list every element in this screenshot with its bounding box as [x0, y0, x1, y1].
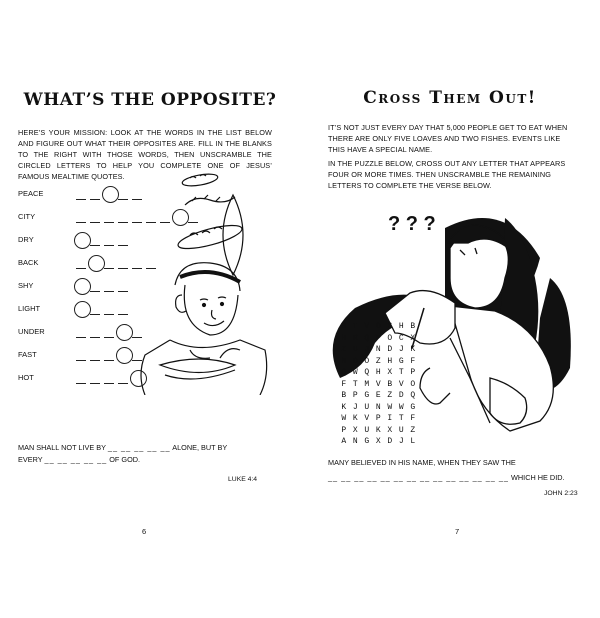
letter-blank[interactable]	[104, 222, 114, 223]
letter-blank[interactable]	[76, 268, 86, 269]
puzzle-letter[interactable]: K	[375, 425, 381, 435]
puzzle-letter[interactable]: Q	[410, 391, 416, 400]
puzzle-row	[338, 356, 419, 368]
circled-letter-blank[interactable]	[88, 255, 105, 272]
right-page	[300, 0, 600, 618]
puzzle-row	[338, 425, 419, 437]
opposite-word: HOT	[18, 373, 34, 382]
puzzle-row	[338, 436, 419, 448]
opposite-instructions: HERE’S YOUR MISSION: LOOK AT THE WORDS IN THE LIST BELOW AND FIGURE OUT WHAT THEIR OPPOSITES ARE. FILL IN THE BLANKS TO THE RIGHT WITH THOSE WORDS, THEN UNSCRAMBLE THE CIRCLED LETTERS TO HELP YOU COMPLETE ONE OF JESUS’ FAMOUS MEALTIME QUOTES.	[18, 128, 272, 181]
puzzle-letter[interactable]: P	[341, 425, 347, 435]
letter-blank[interactable]	[90, 199, 100, 200]
quote-line1-end: ALONE, BUT BY	[172, 443, 228, 452]
puzzle-letter[interactable]: G	[364, 391, 370, 400]
puzzle-letter[interactable]: W	[387, 402, 393, 412]
puzzle-row	[338, 367, 419, 379]
puzzle-letter[interactable]: H	[398, 322, 404, 331]
puzzle-letter[interactable]: F	[410, 356, 416, 366]
puzzle-letter[interactable]: D	[352, 356, 358, 366]
puzzle-letter[interactable]: O	[410, 379, 416, 389]
puzzle-letter[interactable]: Q	[364, 368, 370, 377]
cross-out-title: Cross Them Out!	[363, 88, 537, 108]
quote-line-1	[18, 442, 274, 454]
letter-puzzle-grid	[338, 321, 419, 448]
letter-blank[interactable]	[104, 291, 114, 292]
opposite-word: BACK	[18, 258, 39, 267]
puzzle-letter[interactable]: K	[410, 345, 416, 354]
puzzle-letter[interactable]: F	[375, 333, 381, 343]
letter-blank[interactable]	[76, 199, 86, 200]
circled-letter-blank[interactable]	[102, 186, 119, 203]
puzzle-letter[interactable]: V	[364, 414, 370, 423]
letter-blank[interactable]	[104, 314, 114, 315]
puzzle-letter[interactable]: U	[364, 425, 370, 435]
puzzle-letter[interactable]: F	[341, 379, 347, 389]
letter-blank[interactable]	[76, 383, 86, 384]
puzzle-letter[interactable]: A	[341, 437, 347, 446]
letter-blank[interactable]	[104, 337, 114, 338]
puzzle-letter[interactable]: W	[341, 414, 347, 423]
puzzle-letter[interactable]: W	[398, 402, 404, 412]
letter-blank[interactable]	[76, 360, 86, 361]
puzzle-letter[interactable]: X	[410, 333, 416, 343]
letter-blank[interactable]	[104, 360, 114, 361]
question-marks: ? ? ?	[388, 213, 436, 235]
puzzle-row	[338, 413, 419, 425]
puzzle-letter[interactable]: G	[410, 402, 416, 412]
opposite-word: SHY	[18, 281, 34, 290]
quote-line2-end: OF GOD.	[109, 455, 141, 464]
letter-blank[interactable]	[90, 314, 100, 315]
letter-blank[interactable]	[118, 291, 128, 292]
puzzle-letter[interactable]: S	[387, 322, 393, 331]
puzzle-letter[interactable]: V	[364, 322, 370, 331]
letter-blank[interactable]	[76, 222, 86, 223]
puzzle-letter[interactable]: Q	[341, 368, 347, 377]
puzzle-row	[338, 333, 419, 345]
quote-line-2	[18, 454, 274, 466]
circled-letter-blank[interactable]	[74, 278, 91, 295]
puzzle-letter[interactable]: B	[341, 391, 347, 400]
puzzle-letter[interactable]: J	[364, 345, 370, 354]
letter-blank[interactable]	[90, 383, 100, 384]
puzzle-letter[interactable]: K	[352, 414, 358, 423]
puzzle-letter[interactable]: O	[387, 333, 393, 343]
puzzle-letter[interactable]: X	[387, 368, 393, 377]
letter-blank[interactable]	[76, 337, 86, 338]
letter-blank[interactable]	[118, 314, 128, 315]
puzzle-letter[interactable]: G	[364, 437, 370, 446]
puzzle-letter[interactable]: F	[410, 414, 416, 423]
quote-blanks-1[interactable]: __ __ __ __ __	[107, 443, 171, 452]
puzzle-row	[338, 379, 419, 391]
opposite-word: UNDER	[18, 327, 45, 336]
letter-blank[interactable]	[90, 222, 100, 223]
john-reference: JOHN 2:23	[544, 490, 578, 497]
puzzle-letter[interactable]: V	[375, 379, 381, 389]
puzzle-letter[interactable]: Z	[387, 391, 393, 400]
verse-blanks[interactable]: __ __ __ __ __ __ __ __ __ __ __ __ __ __	[328, 473, 509, 482]
opposite-word: PEACE	[18, 189, 44, 198]
letter-blank[interactable]	[118, 383, 128, 384]
opposite-word: FAST	[18, 350, 37, 359]
puzzle-letter[interactable]: J	[352, 402, 358, 412]
quote-blanks-2[interactable]: __ __ __ __ __	[44, 455, 108, 464]
puzzle-letter[interactable]: G	[398, 356, 404, 366]
letter-blank[interactable]	[90, 291, 100, 292]
quote-line2-start: EVERY	[18, 455, 43, 464]
puzzle-letter[interactable]: T	[352, 322, 358, 331]
verse-line2-end: WHICH HE DID.	[511, 473, 565, 482]
letter-blank[interactable]	[118, 245, 128, 246]
letter-blank[interactable]	[118, 222, 128, 223]
puzzle-letter[interactable]: H	[341, 333, 347, 343]
letter-blank[interactable]	[104, 268, 114, 269]
page-number-right: 7	[455, 527, 460, 536]
letter-blank[interactable]	[118, 199, 128, 200]
puzzle-letter[interactable]: X	[375, 437, 381, 446]
puzzle-letter[interactable]: X	[387, 425, 393, 435]
puzzle-letter[interactable]: X	[352, 425, 358, 435]
opposite-word: CITY	[18, 212, 36, 221]
puzzle-letter[interactable]: U	[364, 402, 370, 412]
letter-blank[interactable]	[90, 360, 100, 361]
puzzle-letter[interactable]: R	[352, 333, 358, 343]
luke-reference: LUKE 4:4	[228, 476, 258, 483]
puzzle-letter[interactable]: B	[341, 322, 347, 331]
puzzle-letter[interactable]: O	[364, 356, 370, 366]
page-number-left: 6	[142, 527, 147, 536]
puzzle-letter[interactable]: J	[398, 437, 404, 446]
opposite-title: WHAT’S THE OPPOSITE?	[23, 90, 277, 110]
puzzle-letter[interactable]: N	[352, 437, 358, 446]
puzzle-letter[interactable]: T	[398, 414, 404, 423]
puzzle-letter[interactable]: H	[375, 368, 381, 377]
puzzle-letter[interactable]: E	[375, 391, 381, 400]
puzzle-letter[interactable]: H	[387, 356, 393, 366]
puzzle-letter[interactable]: V	[398, 379, 404, 389]
verse-line-2	[328, 472, 584, 484]
opposite-word: LIGHT	[18, 304, 41, 313]
puzzle-letter[interactable]: T	[352, 379, 358, 389]
cross-out-intro: IT’S NOT JUST EVERY DAY THAT 5,000 PEOPLE GET TO EAT WHEN THERE ARE ONLY FIVE LOAVES AND TWO FISHES. EVENTS LIKE THIS HAVE A SPECIAL NAME.	[328, 123, 568, 154]
letter-blank[interactable]	[90, 245, 100, 246]
puzzle-letter[interactable]: P	[410, 368, 416, 377]
puzzle-row	[338, 321, 419, 333]
puzzle-letter[interactable]: K	[341, 402, 347, 412]
opposite-word: DRY	[18, 235, 34, 244]
letter-blank[interactable]	[104, 245, 114, 246]
letter-blank[interactable]	[104, 383, 114, 384]
puzzle-letter[interactable]: N	[341, 356, 347, 366]
puzzle-row	[338, 402, 419, 414]
puzzle-letter[interactable]: Z	[410, 425, 416, 435]
puzzle-letter[interactable]: T	[398, 368, 404, 377]
puzzle-letter[interactable]: Z	[375, 356, 381, 366]
letter-blank[interactable]	[90, 337, 100, 338]
puzzle-letter[interactable]: Z	[341, 345, 347, 354]
puzzle-letter[interactable]: Q	[364, 333, 370, 343]
puzzle-letter[interactable]: I	[387, 414, 393, 423]
puzzle-letter[interactable]: W	[352, 368, 358, 377]
bread-and-boy-illustration	[130, 165, 280, 395]
puzzle-letter[interactable]: D	[398, 391, 404, 400]
circled-letter-blank[interactable]	[74, 232, 91, 249]
puzzle-letter[interactable]: B	[387, 379, 393, 389]
puzzle-letter[interactable]: P	[352, 391, 358, 400]
cross-out-instructions: IN THE PUZZLE BELOW, CROSS OUT ANY LETTER THAT APPEARS FOUR OR MORE TIMES. THEN UNSCRAMBLE THE REMAINING LETTERS TO COMPLETE THE VERSE BELOW.	[328, 159, 566, 190]
verse-line-1: MANY BELIEVED IN HIS NAME, WHEN THEY SAW THE	[328, 458, 516, 467]
puzzle-letter[interactable]: D	[387, 345, 393, 354]
puzzle-letter[interactable]: B	[410, 322, 416, 331]
puzzle-row	[338, 344, 419, 356]
puzzle-letter[interactable]: N	[375, 402, 381, 412]
puzzle-letter[interactable]: U	[352, 345, 358, 354]
puzzle-letter[interactable]: J	[398, 345, 404, 354]
puzzle-letter[interactable]: M	[364, 379, 370, 389]
circled-letter-blank[interactable]	[74, 301, 91, 318]
puzzle-letter[interactable]: L	[410, 437, 416, 446]
puzzle-letter[interactable]: C	[398, 333, 404, 343]
puzzle-letter[interactable]: N	[375, 345, 381, 354]
puzzle-letter[interactable]: D	[387, 437, 393, 446]
puzzle-letter[interactable]: P	[375, 414, 381, 423]
letter-blank[interactable]	[118, 268, 128, 269]
puzzle-letter[interactable]: O	[375, 322, 381, 331]
puzzle-letter[interactable]: U	[398, 425, 404, 435]
puzzle-row	[338, 390, 419, 402]
quote-line1-start: MAN SHALL NOT LIVE BY	[18, 443, 106, 452]
